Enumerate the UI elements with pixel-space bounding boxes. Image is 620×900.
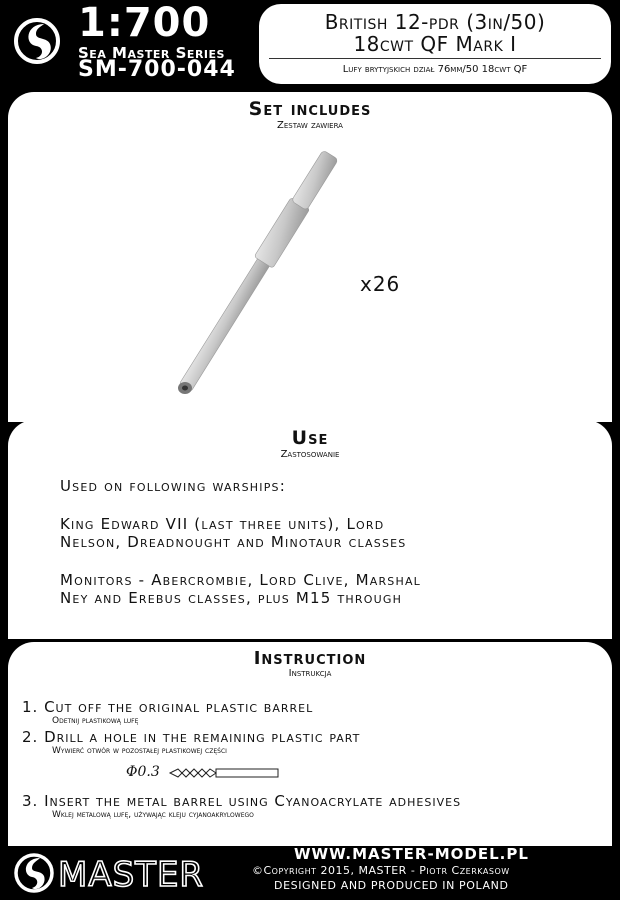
instruction-section: [8, 642, 612, 846]
product-subtitle: Lufy brytyjskich dział 76mm/50 18cwt QF: [342, 64, 528, 75]
instruction-step-3-translation: Wklej metalową lufę, używając kleju cyjanoakrylowego: [52, 810, 254, 820]
brand-wordmark: MASTER: [58, 855, 205, 895]
drill-diameter-label: Φ0.3: [126, 764, 160, 780]
instruction-step-1: 1. Cut off the original plastic barrel: [22, 698, 314, 716]
instruction-subtitle: Instrukcja: [288, 668, 332, 679]
copyright-text: ©Copyright 2015, MASTER - Piotr Czerkasow: [252, 864, 510, 877]
use-line: Nelson, Dreadnought and Minotaur classes: [60, 533, 407, 551]
instruction-step-2-translation: Wywierć otwór w pozostałej plastikowej części: [52, 746, 227, 756]
series-label: Sea Master Series: [78, 44, 225, 62]
use-section: [8, 420, 612, 639]
product-title-line-2: 18cwt QF Mark I: [353, 32, 517, 56]
product-title-box: [259, 4, 611, 84]
set-includes-subtitle: Zestaw zawiera: [277, 120, 343, 131]
gun-barrel-image: [158, 148, 458, 408]
master-logo-icon: [14, 10, 60, 72]
instruction-step-1-translation: Odetnij plastikową lufę: [52, 716, 139, 726]
set-includes-title: Set includes: [248, 98, 372, 120]
use-title: Use: [291, 427, 329, 449]
instruction-step-2: 2. Drill a hole in the remaining plastic part: [22, 728, 361, 746]
quantity-label: x26: [360, 272, 401, 296]
website-link[interactable]: WWW.MASTER-MODEL.PL: [294, 845, 529, 863]
instruction-title: Instruction: [253, 648, 367, 669]
product-title-line-1: British 12-pdr (3in/50): [324, 10, 546, 34]
title-divider: [269, 58, 601, 59]
master-brand-logo: [10, 848, 240, 898]
made-in-text: DESIGNED AND PRODUCED IN POLAND: [274, 879, 509, 892]
set-includes-section: [8, 92, 612, 422]
use-line: Ney and Erebus classes, plus M15 through: [60, 589, 403, 607]
instruction-step-3: 3. Insert the metal barrel using Cyanoacrylate adhesives: [22, 792, 462, 810]
use-line: King Edward VII (last three units), Lord: [60, 515, 385, 533]
use-line: Monitors - Abercrombie, Lord Clive, Marshal: [60, 571, 421, 589]
product-code: SM-700-044: [78, 57, 236, 82]
drill-bit-icon: [168, 767, 280, 779]
scale-label: 1:700: [78, 0, 211, 46]
header-brand-block: [6, 0, 252, 82]
use-line: Used on following warships:: [60, 477, 286, 495]
use-subtitle: Zastosowanie: [280, 449, 340, 460]
